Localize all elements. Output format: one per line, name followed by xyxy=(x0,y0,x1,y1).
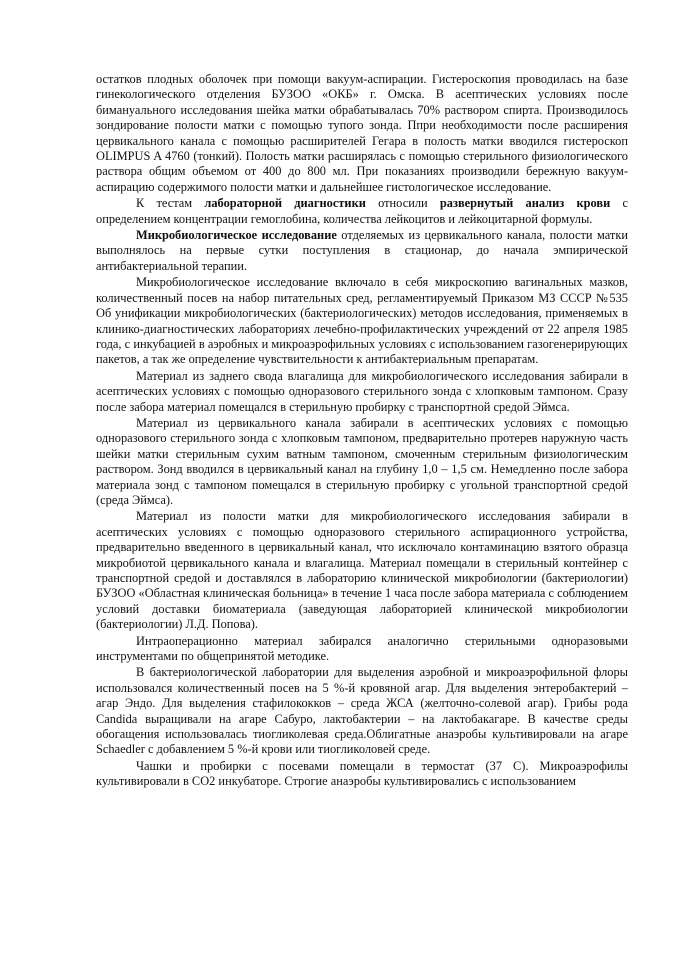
paragraph-4 xyxy=(96,275,628,367)
text-run: Материал из цервикального канала забирали в асептических условиях с помощью одноразового стерильного зонда с хлопковым тампоном, предварительно протерев наружную часть шейки матки стерильным сухим ватным тампоном, смоченным стерильным физиологическим раствором. Зонд вводился в цервикальный канал на глубину 1,0 – 1,5 см. Немедленно после забора материала зонд с тампоном помещался в стерильную пробирку с угольной транспортной средой (среда Эймса). xyxy=(96,415,628,507)
text-run: отделяемых из цервикального канала, полости матки выполнялось на первые сутки поступления в стационар, до начала эмпирической антибактериальной терапии. xyxy=(96,228,628,273)
text-run: с определением концентрации гемоглобина, количества лейкоцитов и лейкоцитарной формулы. xyxy=(96,196,628,226)
bold-term: развернутый анализ крови xyxy=(439,196,611,211)
paragraph-5 xyxy=(96,369,628,415)
paragraph-3 xyxy=(96,228,628,274)
text-run: К тестам xyxy=(136,196,205,211)
text-run: В бактериологической лаборатории для выделения аэробной и микроаэрофильной флоры использовался количественный посев на 5 %-й кровяной агар. Для выделения энтеробактерий – агар Эндо. Для выделения стафилококков – среда ЖСА (желточно-солевой агар). Грибы рода Candida выращивали на агаре Сабуро, лактобактерии – на лактобакагаре. В качестве среды обогащения использовалась тиогликолевая среда.Облигатные анаэробы культивировали на агаре Schaedler с добавлением 5 %-й крови или тиогликоловей среде. xyxy=(96,665,628,757)
paragraph-6 xyxy=(96,416,628,508)
paragraph-8 xyxy=(96,634,628,665)
text-run: Чашки и пробирки с посевами помещали в термостат (37 С). Микроаэрофилы культивировали в СО2 инкубаторе. Строгие анаэробы культивировались с использованием xyxy=(96,758,628,789)
paragraph-7 xyxy=(96,509,628,632)
paragraph-9 xyxy=(96,665,628,757)
text-run: Микробиологическое исследование включало в себя микроскопию вагинальных мазков, количественный посев на набор питательных сред, регламентируемый Приказом МЗ СССР №535 Об унификации микробиологических (бактериологических) методов исследования, применяемых в клинико-диагностических лабораториях лечебно-профилактических учреждений от 22 апреля 1985 года, с инкубацией в аэробных и микроаэрофильных условиях с использованием газогенерирующих пакетов, а так же определение чувствительности к антибактериальным препаратам. xyxy=(96,275,628,367)
text-run: относили xyxy=(365,196,440,211)
paragraph-2 xyxy=(96,196,628,227)
text-run: Материал из полости матки для микробиологического исследования забирали в асептических условиях с помощью одноразового стерильного аспирационного устройства, предварительно введенного в цервикальный канал, что исключало контаминацию взятого образца микробиотой цервикального канала и влагалища. Материал помещали в стерильный контейнер с транспортной средой и доставлялся в лабораторию клинической микробиологии (бактериологии) БУЗОО «Областная клиническая больница» в течение 1 часа после забора материала с соблюдением условий доставки биоматериала (заведующая лабораторией клинической микробиологии (бактериологии) Л.Д. Попова). xyxy=(96,509,628,632)
text-run: Интраоперационно материал забирался аналогично стерильными одноразовыми инструментами по общепринятой методике. xyxy=(96,633,628,664)
text-run: остатков плодных оболочек при помощи вакуум-аспирации. Гистероскопия проводилась на базе гинекологического отделения БУЗОО «ОКБ» г. Омска. В асептических условиях после бимануального исследования шейка матки обрабатывалась 70% раствором спирта. Производилось зондирование полости матки с помощью тупого зонда. Ппри необходимости после расширения цервикального канала с помощью расширителей Гегара в полость матки вводился гистероскоп OLIMPUS A 4760 (тонкий). Полость матки расширялась с помощью стерильного физиологического раствора общим объемом от 400 до 800 мл. При показаниях производили бережную вакуум-аспирацию содержимого полости матки и дальнейшее гистологическое исследование. xyxy=(96,72,628,194)
paragraph-10 xyxy=(96,759,628,790)
bold-term: Микробиологическое исследование xyxy=(136,228,337,243)
text-run: Материал из заднего свода влагалища для микробиологического исследования забирали в асептических условиях с помощью одноразового стерильного зонда с хлопковым тампоном. Сразу после забора материал помещался в стерильную пробирку с транспортной средой Эймса. xyxy=(96,368,628,414)
paragraph-1 xyxy=(96,72,628,195)
document-page xyxy=(96,72,628,791)
bold-term: лабораторной диагностики xyxy=(204,196,366,211)
